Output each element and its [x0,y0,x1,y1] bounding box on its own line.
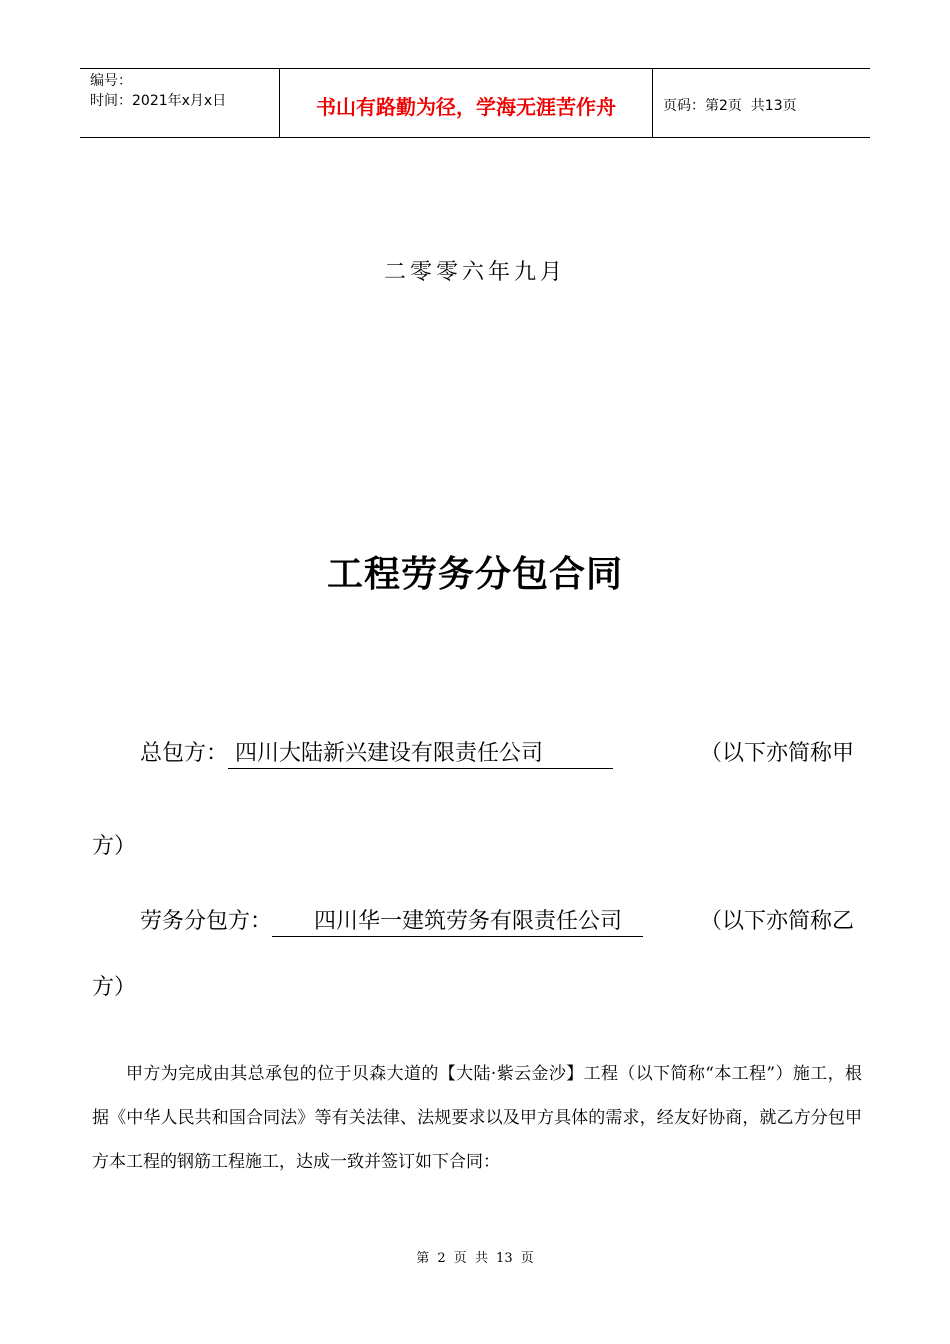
subcontractor-suffix-cont: 方） [92,975,137,1000]
page-footer: 第 2 页 共 13 页 [416,1251,534,1266]
contractor-line [140,736,613,769]
header-meta-cell [80,69,280,137]
contractor-suffix-cont: 方） [92,834,137,859]
subcontractor-label: 劳务分包方： [140,909,273,934]
body-paragraph: 甲方为完成由其总承包的位于贝森大道的【大陆·紫云金沙】工程（以下简称“本工程”）施工，根据《中华人民共和国合同法》等有关法律、法规要求以及甲方具体的需求，经友好协商，就乙方分包甲方本工程的钢筋工程施工，达成一致并签订如下合同： [92,1064,862,1172]
header-motto: 书山有路勤为径，学海无涯苦作舟 [280,69,653,137]
document-title: 工程劳务分包合同 [326,554,623,595]
document-time-label: 时间：2021年x月x日 [90,93,227,109]
subcontractor-suffix: （以下亦简称乙 [700,909,855,934]
contractor-label: 总包方： [140,741,229,766]
subcontractor-line [140,904,643,937]
subcontractor-name: 四川华一建筑劳务有限责任公司 [272,904,643,937]
page-header [80,68,870,138]
document-number-label: 编号： [90,73,132,89]
cover-date: 二零零六年九月 [383,260,566,285]
contractor-suffix: （以下亦简称甲 [700,741,855,766]
contractor-name: 四川大陆新兴建设有限责任公司 [228,736,613,769]
header-page-info: 页码：第2页 共13页 [663,98,797,114]
